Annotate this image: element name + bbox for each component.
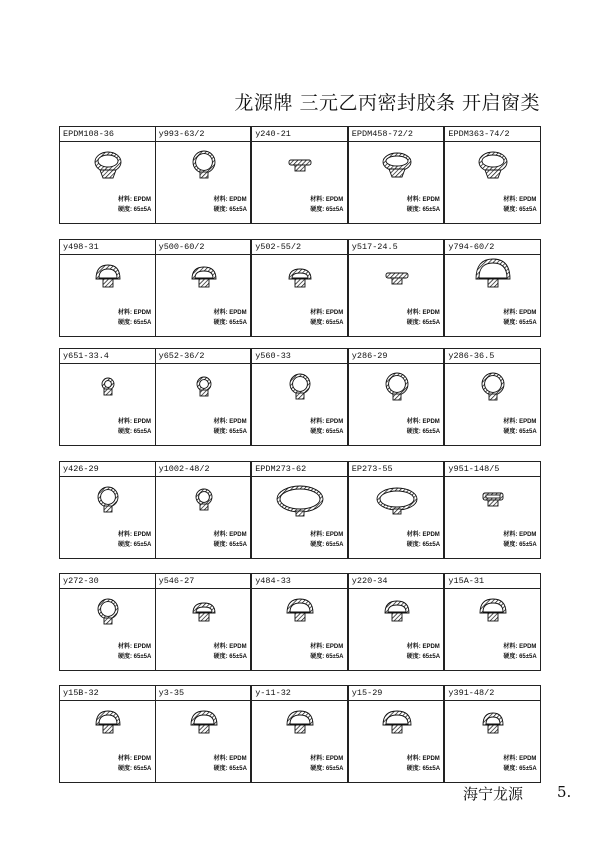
hardness-line — [214, 426, 247, 435]
seal-profile-icon — [349, 477, 444, 527]
material-line — [310, 753, 343, 762]
material-line — [503, 307, 536, 316]
material-line — [310, 641, 343, 650]
profile-cell — [59, 348, 156, 446]
hardness-value: 65±5A — [519, 542, 537, 548]
seal-profile-icon — [252, 477, 347, 527]
hardness-value: 65±5A — [519, 207, 537, 213]
material-value: EPDM — [422, 310, 440, 316]
hardness-value: 65±5A — [519, 429, 537, 435]
hardness-label: 硬度: — [310, 207, 325, 213]
material-label: 材料: — [213, 756, 228, 762]
hardness-value: 65±5A — [229, 429, 247, 435]
hardness-label: 硬度: — [503, 766, 518, 772]
profile-cell — [348, 461, 445, 559]
seal-profile-icon — [156, 364, 251, 414]
seal-profile-icon — [445, 255, 540, 305]
seal-profile-icon — [156, 701, 251, 751]
hardness-value: 65±5A — [229, 654, 247, 660]
material-line — [407, 307, 440, 316]
material-value: EPDM — [229, 310, 247, 316]
seal-profile-icon — [156, 477, 251, 527]
profile-cell — [251, 573, 348, 671]
hardness-line — [407, 204, 440, 213]
profile-cell — [348, 573, 445, 671]
seal-profile-icon — [60, 589, 155, 639]
hardness-label: 硬度: — [213, 542, 228, 548]
material-label: 材料: — [118, 644, 132, 650]
profile-cell — [155, 239, 252, 337]
material-value: EPDM — [422, 197, 440, 203]
profile-cell — [59, 461, 156, 559]
profile-code: EPDM108-36 — [60, 127, 155, 142]
hardness-label: 硬度: — [406, 429, 421, 435]
material-value: EPDM — [422, 419, 440, 425]
hardness-label: 硬度: — [118, 429, 132, 435]
hardness-label: 硬度: — [406, 320, 421, 326]
profile-cell — [444, 348, 541, 446]
hardness-label: 硬度: — [213, 320, 228, 326]
hardness-line — [407, 426, 440, 435]
material-label: 材料: — [503, 197, 518, 203]
hardness-label: 硬度: — [503, 429, 518, 435]
material-label: 材料: — [118, 197, 132, 203]
hardness-value: 65±5A — [133, 766, 152, 772]
hardness-value: 65±5A — [325, 542, 344, 548]
profile-code: EPDM363-74/2 — [445, 127, 540, 142]
material-value: EPDM — [229, 756, 247, 762]
hardness-label: 硬度: — [118, 207, 132, 213]
hardness-line — [407, 651, 440, 660]
hardness-value: 65±5A — [133, 207, 152, 213]
footer-company: 海宁龙源 — [463, 785, 524, 803]
profile-code: y560-33 — [252, 349, 347, 364]
material-line — [214, 307, 247, 316]
material-label: 材料: — [118, 756, 132, 762]
seal-profile-icon — [60, 364, 155, 414]
hardness-line — [214, 651, 247, 660]
profile-code: y484-33 — [252, 574, 347, 589]
hardness-value: 65±5A — [422, 542, 441, 548]
hardness-line — [503, 651, 536, 660]
material-value: EPDM — [422, 756, 440, 762]
material-value: EPDM — [325, 419, 344, 425]
material-label: 材料: — [503, 644, 518, 650]
hardness-line — [118, 317, 151, 326]
profile-code: EPDM273-62 — [252, 462, 347, 477]
profile-cell — [59, 239, 156, 337]
material-label: 材料: — [310, 532, 325, 538]
profile-code: y652-36/2 — [156, 349, 251, 364]
hardness-line — [214, 204, 247, 213]
material-line — [503, 529, 536, 538]
hardness-line — [118, 204, 151, 213]
profile-cell — [251, 461, 348, 559]
hardness-value: 65±5A — [519, 320, 537, 326]
material-value: EPDM — [133, 310, 152, 316]
seal-profile-icon — [252, 142, 347, 192]
profile-row — [59, 126, 542, 224]
material-value: EPDM — [422, 532, 440, 538]
profile-row — [59, 685, 542, 783]
hardness-label: 硬度: — [310, 542, 325, 548]
profile-code: y286-29 — [349, 349, 444, 364]
material-label: 材料: — [503, 532, 518, 538]
hardness-value: 65±5A — [422, 207, 441, 213]
hardness-value: 65±5A — [422, 654, 441, 660]
material-value: EPDM — [229, 532, 247, 538]
seal-profile-icon — [349, 255, 444, 305]
material-value: EPDM — [229, 419, 247, 425]
seal-profile-icon — [349, 701, 444, 751]
hardness-value: 65±5A — [519, 766, 537, 772]
hardness-value: 65±5A — [325, 429, 344, 435]
hardness-line — [503, 763, 536, 772]
hardness-value: 65±5A — [133, 654, 152, 660]
hardness-line — [310, 539, 343, 548]
material-value: EPDM — [519, 310, 537, 316]
profile-code: y951-148/5 — [445, 462, 540, 477]
hardness-line — [503, 204, 536, 213]
hardness-label: 硬度: — [503, 542, 518, 548]
profile-code: EPDM458-72/2 — [349, 127, 444, 142]
hardness-value: 65±5A — [229, 207, 247, 213]
profile-row — [59, 239, 542, 337]
hardness-line — [310, 426, 343, 435]
profile-code: y1002-48/2 — [156, 462, 251, 477]
hardness-line — [310, 763, 343, 772]
seal-profile-icon — [156, 589, 251, 639]
material-label: 材料: — [310, 310, 325, 316]
hardness-value: 65±5A — [325, 207, 344, 213]
material-value: EPDM — [229, 644, 247, 650]
profile-cell — [348, 348, 445, 446]
seal-profile-icon — [252, 255, 347, 305]
material-line — [503, 753, 536, 762]
hardness-label: 硬度: — [118, 320, 132, 326]
profile-cell — [155, 126, 252, 224]
material-line — [503, 194, 536, 203]
profile-code: y517-24.5 — [349, 240, 444, 255]
material-line — [118, 416, 151, 425]
material-value: EPDM — [325, 644, 344, 650]
hardness-label: 硬度: — [310, 654, 325, 660]
material-line — [214, 529, 247, 538]
profile-code: y391-48/2 — [445, 686, 540, 701]
hardness-label: 硬度: — [503, 207, 518, 213]
profile-code: y220-34 — [349, 574, 444, 589]
material-label: 材料: — [310, 644, 325, 650]
profile-row — [59, 461, 542, 559]
hardness-line — [407, 539, 440, 548]
hardness-value: 65±5A — [133, 429, 152, 435]
material-line — [118, 194, 151, 203]
hardness-value: 65±5A — [229, 542, 247, 548]
profile-code: y500-60/2 — [156, 240, 251, 255]
material-line — [118, 307, 151, 316]
material-label: 材料: — [406, 419, 421, 425]
material-label: 材料: — [213, 532, 228, 538]
material-line — [214, 194, 247, 203]
material-value: EPDM — [519, 532, 537, 538]
seal-profile-icon — [252, 589, 347, 639]
material-line — [310, 194, 343, 203]
seal-profile-icon — [156, 255, 251, 305]
hardness-line — [214, 763, 247, 772]
hardness-label: 硬度: — [503, 320, 518, 326]
material-line — [118, 641, 151, 650]
material-value: EPDM — [519, 197, 537, 203]
page-title: 龙源牌 三元乙丙密封胶条 开启窗类 — [234, 92, 540, 114]
material-value: EPDM — [133, 419, 152, 425]
material-value: EPDM — [325, 310, 344, 316]
material-line — [310, 416, 343, 425]
hardness-value: 65±5A — [422, 766, 441, 772]
profile-code: y546-27 — [156, 574, 251, 589]
material-label: 材料: — [503, 310, 518, 316]
profile-code: y502-55/2 — [252, 240, 347, 255]
profile-cell — [59, 126, 156, 224]
hardness-label: 硬度: — [118, 766, 132, 772]
profile-code: y651-33.4 — [60, 349, 155, 364]
profile-cell — [348, 126, 445, 224]
seal-profile-icon — [445, 142, 540, 192]
seal-profile-icon — [60, 477, 155, 527]
hardness-line — [118, 651, 151, 660]
profile-cell — [251, 348, 348, 446]
material-line — [407, 529, 440, 538]
profile-cell — [444, 685, 541, 783]
seal-profile-icon — [252, 364, 347, 414]
hardness-line — [310, 317, 343, 326]
hardness-line — [118, 763, 151, 772]
profile-code: EP273-55 — [349, 462, 444, 477]
material-label: 材料: — [213, 644, 228, 650]
material-value: EPDM — [133, 197, 152, 203]
hardness-value: 65±5A — [519, 654, 537, 660]
hardness-label: 硬度: — [503, 654, 518, 660]
material-label: 材料: — [213, 197, 228, 203]
hardness-line — [214, 317, 247, 326]
profile-cell — [155, 685, 252, 783]
hardness-label: 硬度: — [406, 207, 421, 213]
material-value: EPDM — [519, 756, 537, 762]
material-value: EPDM — [519, 419, 537, 425]
profile-cell — [155, 348, 252, 446]
hardness-label: 硬度: — [213, 429, 228, 435]
profile-cell — [251, 685, 348, 783]
hardness-label: 硬度: — [310, 320, 325, 326]
material-label: 材料: — [310, 756, 325, 762]
hardness-label: 硬度: — [406, 542, 421, 548]
profile-row — [59, 348, 542, 446]
hardness-line — [503, 317, 536, 326]
seal-profile-icon — [60, 142, 155, 192]
material-line — [407, 641, 440, 650]
material-label: 材料: — [310, 419, 325, 425]
hardness-label: 硬度: — [310, 429, 325, 435]
hardness-label: 硬度: — [213, 207, 228, 213]
hardness-value: 65±5A — [325, 654, 344, 660]
material-line — [407, 753, 440, 762]
profile-cell — [444, 239, 541, 337]
material-label: 材料: — [406, 644, 421, 650]
profile-cell — [59, 573, 156, 671]
material-label: 材料: — [213, 310, 228, 316]
profile-code: y15B-32 — [60, 686, 155, 701]
profile-code: y426-29 — [60, 462, 155, 477]
hardness-line — [407, 763, 440, 772]
hardness-line — [503, 426, 536, 435]
material-line — [310, 529, 343, 538]
material-label: 材料: — [310, 197, 325, 203]
material-line — [407, 416, 440, 425]
material-line — [310, 307, 343, 316]
hardness-label: 硬度: — [118, 542, 132, 548]
profile-row — [59, 573, 542, 671]
hardness-line — [503, 539, 536, 548]
hardness-label: 硬度: — [118, 654, 132, 660]
hardness-line — [407, 317, 440, 326]
profile-cell — [444, 573, 541, 671]
seal-profile-icon — [156, 142, 251, 192]
hardness-label: 硬度: — [213, 766, 228, 772]
hardness-line — [118, 426, 151, 435]
material-label: 材料: — [503, 756, 518, 762]
material-line — [118, 753, 151, 762]
material-line — [407, 194, 440, 203]
seal-profile-icon — [445, 701, 540, 751]
hardness-label: 硬度: — [310, 766, 325, 772]
material-label: 材料: — [406, 197, 421, 203]
hardness-value: 65±5A — [229, 766, 247, 772]
profile-code: y272-30 — [60, 574, 155, 589]
material-value: EPDM — [133, 532, 152, 538]
material-line — [503, 416, 536, 425]
profile-code: y794-60/2 — [445, 240, 540, 255]
profile-code: y15-29 — [349, 686, 444, 701]
hardness-value: 65±5A — [133, 542, 152, 548]
material-value: EPDM — [325, 756, 344, 762]
profile-cell — [348, 685, 445, 783]
hardness-label: 硬度: — [406, 766, 421, 772]
profile-cell — [251, 126, 348, 224]
material-line — [214, 416, 247, 425]
hardness-label: 硬度: — [406, 654, 421, 660]
material-label: 材料: — [406, 756, 421, 762]
seal-profile-icon — [445, 364, 540, 414]
seal-profile-icon — [349, 589, 444, 639]
seal-profile-icon — [349, 142, 444, 192]
profile-cell — [348, 239, 445, 337]
seal-profile-icon — [60, 255, 155, 305]
material-label: 材料: — [213, 419, 228, 425]
material-label: 材料: — [406, 310, 421, 316]
material-label: 材料: — [118, 310, 132, 316]
profile-code: y3-35 — [156, 686, 251, 701]
profile-code: y286-36.5 — [445, 349, 540, 364]
profile-code: y240-21 — [252, 127, 347, 142]
profile-cell — [444, 126, 541, 224]
material-value: EPDM — [325, 197, 344, 203]
profile-cell — [444, 461, 541, 559]
material-line — [214, 641, 247, 650]
seal-profile-icon — [445, 477, 540, 527]
material-label: 材料: — [406, 532, 421, 538]
material-label: 材料: — [118, 419, 132, 425]
page-number: 5. — [557, 783, 572, 801]
seal-profile-icon — [445, 589, 540, 639]
material-line — [214, 753, 247, 762]
material-value: EPDM — [422, 644, 440, 650]
material-value: EPDM — [229, 197, 247, 203]
hardness-value: 65±5A — [422, 320, 441, 326]
profile-code: y498-31 — [60, 240, 155, 255]
hardness-line — [214, 539, 247, 548]
hardness-line — [310, 651, 343, 660]
hardness-value: 65±5A — [229, 320, 247, 326]
material-label: 材料: — [503, 419, 518, 425]
hardness-value: 65±5A — [422, 429, 441, 435]
profile-code: y-11-32 — [252, 686, 347, 701]
material-line — [118, 529, 151, 538]
hardness-value: 65±5A — [325, 766, 344, 772]
profile-cell — [59, 685, 156, 783]
material-value: EPDM — [325, 532, 344, 538]
hardness-line — [310, 204, 343, 213]
profile-cell — [251, 239, 348, 337]
profile-cell — [155, 573, 252, 671]
profile-cell — [155, 461, 252, 559]
seal-profile-icon — [349, 364, 444, 414]
material-value: EPDM — [133, 756, 152, 762]
hardness-value: 65±5A — [133, 320, 152, 326]
material-value: EPDM — [519, 644, 537, 650]
seal-profile-icon — [252, 701, 347, 751]
seal-profile-icon — [60, 701, 155, 751]
profile-code: y993-63/2 — [156, 127, 251, 142]
material-label: 材料: — [118, 532, 132, 538]
material-line — [503, 641, 536, 650]
hardness-label: 硬度: — [213, 654, 228, 660]
profile-code: y15A-31 — [445, 574, 540, 589]
material-value: EPDM — [133, 644, 152, 650]
hardness-line — [118, 539, 151, 548]
hardness-value: 65±5A — [325, 320, 344, 326]
